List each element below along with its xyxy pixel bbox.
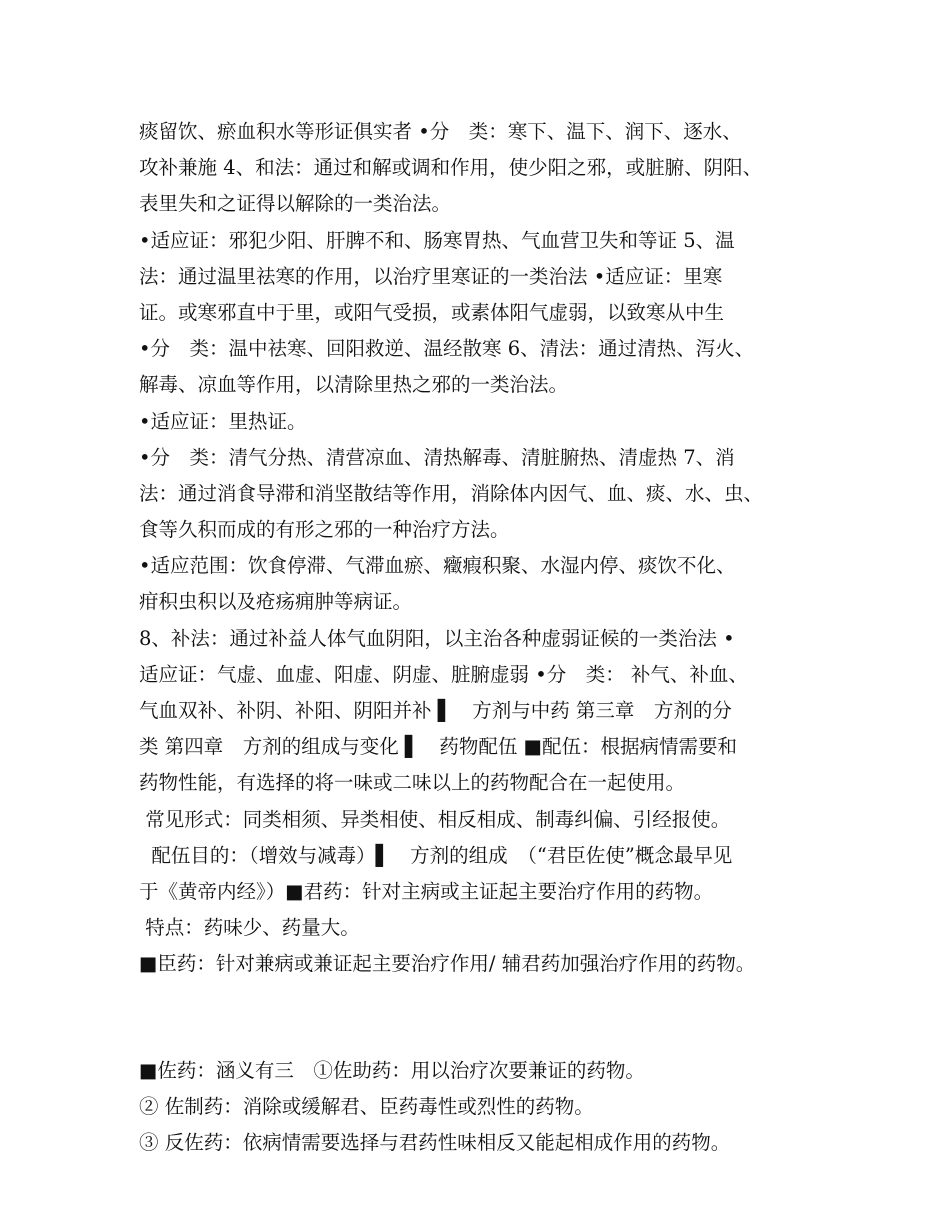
text-line: •分 类：清气分热、清营凉血、清热解毒、清脏腑热、清虚热 7、消 <box>139 445 735 469</box>
text-line: 气血双补、补阴、补阳、阴阳并补 ▌ 方剂与中药 第三章 方剂的分 <box>139 699 732 722</box>
text-line: 8、补法：通过补益人体气血阴阳，以主治各种虚弱证候的一类治法 • <box>139 626 735 650</box>
text-line: 法：通过温里祛寒的作用，以治疗里寒证的一类治法 •适应证：里寒 <box>139 264 723 288</box>
text-line: 解毒、凉血等作用，以清除里热之邪的一类治法。 <box>139 373 569 397</box>
text-line: 配伍目的：（增效与减毒）▌ 方剂的组成 （“君臣佐使”概念最早见 <box>139 843 733 867</box>
text-line: ② 佐制药：消除或缓解君、臣药毒性或烈性的药物。 <box>139 1094 594 1118</box>
text-line: 适应证：气虚、血虚、阳虚、阴虚、脏腑虚弱 •分 类： 补气、补血、 <box>139 662 748 686</box>
text-line: 攻补兼施 4、和法：通过和解或调和作用，使少阳之邪，或脏腑、阴阳、 <box>139 156 763 180</box>
text-line: 证。或寒邪直中于里，或阳气受损，或素体阳气虚弱，以致寒从中生 <box>139 300 725 324</box>
text-line: 特点：药味少、药量大。 <box>139 916 360 940</box>
paragraph-gap <box>139 1019 829 1053</box>
text-line: ■佐药：涵义有三 ①佐助药：用以治疗次要兼证的药物。 <box>139 1058 645 1082</box>
text-line: •分 类：温中祛寒、回阳救逆、温经散寒 6、清法：通过清热、泻火、 <box>139 337 755 361</box>
text-line: 药物性能，有选择的将一味或二味以上的药物配合在一起使用。 <box>139 771 686 795</box>
text-line: •适应范围：饮食停滞、气滞血瘀、癥瘕积聚、水湿内停、痰饮不化、 <box>139 554 736 578</box>
text-line: 痰留饮、瘀血积水等形证俱实者 •分 类：寒下、温下、润下、逐水、 <box>139 120 742 143</box>
text-line <box>139 983 829 1019</box>
text-line: •适应证：里热证。 <box>139 409 307 433</box>
text-line: ③ 反佐药：依病情需要选择与君药性味相反又能起相成作用的药物。 <box>139 1131 731 1155</box>
text-line: 疳积虫积以及疮疡痈肿等病证。 <box>139 590 413 614</box>
text-line: 食等久积而成的有形之邪的一种治疗方法。 <box>139 518 510 542</box>
text-line: 类 第四章 方剂的组成与变化 ▌ 药物配伍 ■配伍：根据病情需要和 <box>139 735 738 759</box>
text-line: 法：通过消食导滞和消坚散结等作用，消除体内因气、血、痰、水、虫、 <box>139 481 764 505</box>
text-line: ■臣药：针对兼病或兼证起主要治疗作用/ 辅君药加强治疗作用的药物。 <box>139 952 756 976</box>
text-line: 表里失和之证得以解除的一类治法。 <box>139 192 452 216</box>
document-body <box>139 114 829 1161</box>
text-line: 于《黄帝内经》）■君药：针对主病或主证起主要治疗作用的药物。 <box>139 879 714 903</box>
text-line: •适应证：邪犯少阳、肝脾不和、肠寒胃热、气血营卫失和等证 5、温 <box>139 228 735 252</box>
text-line: 常见形式：同类相须、异类相使、相反相成、制毒纠偏、引经报使。 <box>139 807 731 831</box>
